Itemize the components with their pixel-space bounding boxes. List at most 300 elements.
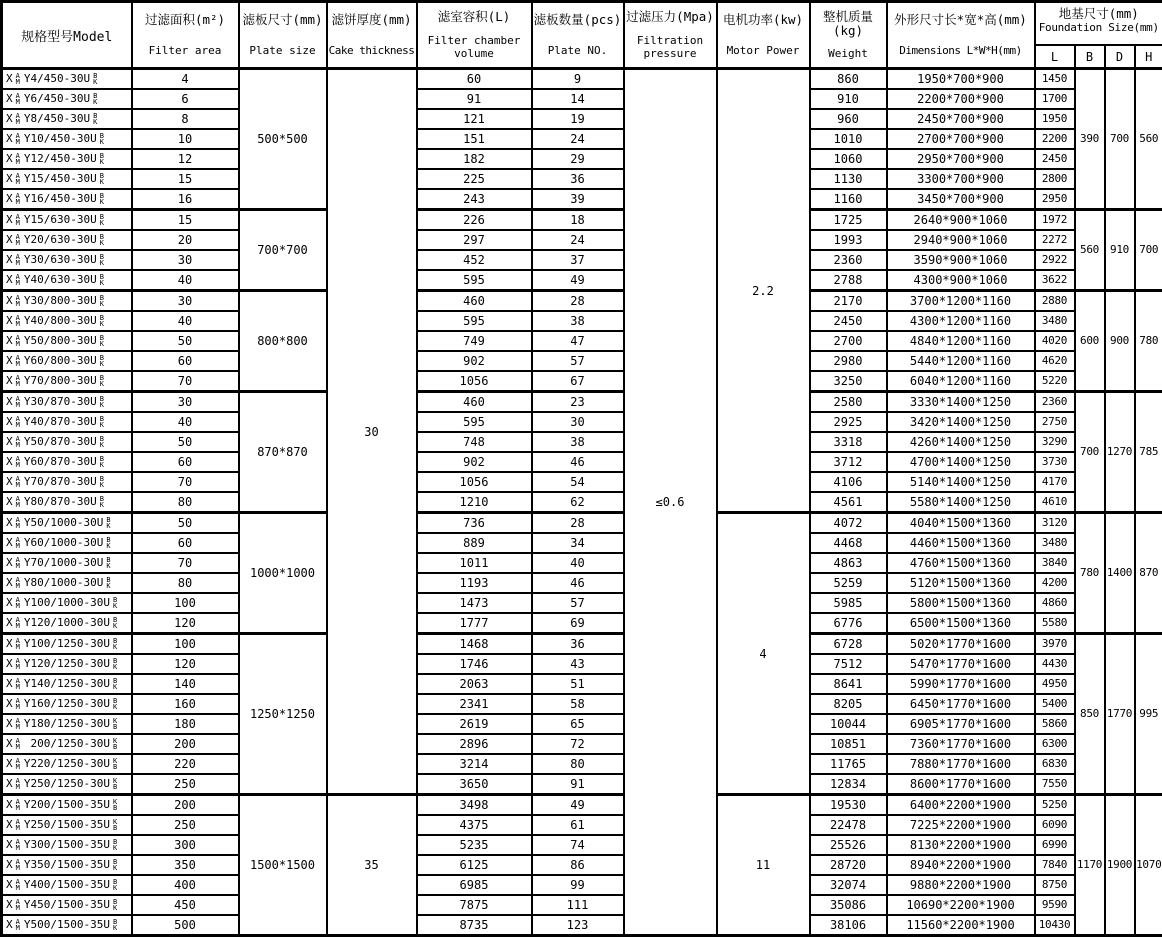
model-suffix-stack-letter: K [113, 758, 117, 764]
cell-weight: 1160 [810, 189, 887, 210]
cell-foundation-b: 560 [1075, 210, 1105, 291]
model-suffix-stack-letter: K [113, 704, 117, 710]
model-prefix-stack [16, 799, 20, 811]
model-prefix-stack-letter: M [16, 664, 20, 670]
model-suffix-stack-letter: K [100, 462, 104, 468]
header-plate-no [532, 2, 624, 69]
cell-plate-no: 37 [532, 250, 624, 270]
cell-weight: 2980 [810, 351, 887, 371]
model-suffix-stack-letter: B [113, 899, 117, 905]
cell-plate-no: 24 [532, 230, 624, 250]
model-prefix-letter: X [6, 172, 13, 186]
table-row [2, 835, 1162, 855]
cell-weight: 2170 [810, 291, 887, 312]
cell-weight: 4863 [810, 553, 887, 573]
cell-dimensions: 4460*1500*1360 [887, 533, 1035, 553]
cell-foundation-d: 1270 [1105, 392, 1135, 513]
model-prefix-stack-letter: A [16, 678, 20, 684]
model-prefix-stack-letter: M [16, 119, 20, 125]
header-filtration-pressure [624, 2, 717, 69]
cell-filter-area: 60 [132, 351, 239, 371]
cell-foundation-l: 3730 [1035, 452, 1075, 472]
cell-model [2, 492, 132, 513]
cell-plate-no: 23 [532, 392, 624, 413]
model-prefix-stack [16, 214, 20, 226]
model-name: Y20/630-30U [24, 233, 97, 247]
cell-weight: 1725 [810, 210, 887, 231]
cell-model [2, 149, 132, 169]
cell-plate-no: 34 [532, 533, 624, 553]
header-plate-no-en: Plate NO. [533, 44, 623, 57]
cell-foundation-l: 4620 [1035, 351, 1075, 371]
header-foundation [1035, 2, 1162, 46]
cell-filter-area: 220 [132, 754, 239, 774]
cell-chamber-volume: 460 [417, 291, 532, 312]
model-name: Y50/1000-30U [24, 516, 103, 530]
cell-foundation-b: 780 [1075, 513, 1105, 634]
header-dimensions-en: Dimensions L*W*H(mm) [888, 44, 1034, 57]
cell-filter-area: 30 [132, 250, 239, 270]
cell-filter-area: 50 [132, 513, 239, 534]
cell-chamber-volume: 91 [417, 89, 532, 109]
model-prefix-letter: X [6, 354, 13, 368]
model-suffix-stack [113, 879, 117, 891]
model-prefix-letter: X [6, 334, 13, 348]
model-name: Y30/870-30U [24, 395, 97, 409]
cell-plate-no: 91 [532, 774, 624, 795]
model-prefix-stack-letter: A [16, 436, 20, 442]
model-suffix-stack-letter: B [113, 879, 117, 885]
cell-model [2, 714, 132, 734]
cell-foundation-b: 700 [1075, 392, 1105, 513]
model-suffix-stack-letter: B [100, 496, 104, 502]
model-suffix-stack-letter: K [113, 738, 117, 744]
cell-model [2, 875, 132, 895]
cell-filter-area: 80 [132, 492, 239, 513]
cell-foundation-d: 1900 [1105, 795, 1135, 936]
cell-weight: 7512 [810, 654, 887, 674]
table-body [2, 69, 1162, 936]
model-prefix-letter: X [6, 616, 13, 630]
cell-plate-no: 43 [532, 654, 624, 674]
cell-foundation-l: 2360 [1035, 392, 1075, 413]
header-cake-thickness-zh: 滤饼厚度(mm) [328, 13, 416, 27]
model-suffix-stack-letter: K [100, 402, 104, 408]
model-prefix-stack-letter: A [16, 113, 20, 119]
cell-filter-area: 450 [132, 895, 239, 915]
model-name: Y30/630-30U [24, 253, 97, 267]
table-row [2, 311, 1162, 331]
model-prefix-stack-letter: M [16, 402, 20, 408]
model-suffix-stack [100, 315, 104, 327]
table-row [2, 694, 1162, 714]
model-suffix-stack-letter: K [113, 644, 117, 650]
model-prefix-stack [16, 153, 20, 165]
model-prefix-stack-letter: A [16, 496, 20, 502]
table-row [2, 69, 1162, 90]
model-name: Y220/1250-30U [24, 757, 110, 771]
model-suffix-stack [113, 919, 117, 931]
cell-dimensions: 3300*700*900 [887, 169, 1035, 189]
model-suffix-stack-letter: K [113, 905, 117, 911]
header-motor-power [717, 2, 810, 69]
cell-cake-thickness: 30 [327, 69, 417, 795]
model-prefix-stack-letter: M [16, 502, 20, 508]
model-suffix-stack-letter: K [100, 341, 104, 347]
model-prefix-letter: X [6, 798, 13, 812]
model-name: Y100/1000-30U [24, 596, 110, 610]
model-prefix-stack-letter: A [16, 335, 20, 341]
model-prefix-stack [16, 93, 20, 105]
model-prefix-stack-letter: M [16, 623, 20, 629]
header-plate-size-zh: 滤板尺寸(mm) [240, 13, 326, 27]
cell-filter-area: 70 [132, 472, 239, 492]
table-row [2, 613, 1162, 634]
model-suffix-stack [100, 436, 104, 448]
header-filtration-pressure-en: Filtration pressure [625, 34, 716, 60]
cell-dimensions: 5440*1200*1160 [887, 351, 1035, 371]
model-prefix-letter: X [6, 596, 13, 610]
cell-foundation-l: 4020 [1035, 331, 1075, 351]
model-prefix-stack-letter: A [16, 758, 20, 764]
model-name: Y40/630-30U [24, 273, 97, 287]
model-prefix-letter: X [6, 878, 13, 892]
model-prefix-stack [16, 819, 20, 831]
cell-motor-power: 4 [717, 513, 810, 795]
cell-model [2, 291, 132, 312]
model-prefix-stack-letter: M [16, 885, 20, 891]
model-name: Y70/800-30U [24, 374, 97, 388]
cell-weight: 4468 [810, 533, 887, 553]
header-plate-size [239, 2, 327, 69]
table-row [2, 270, 1162, 291]
header-cake-thickness [327, 2, 417, 69]
table-row [2, 855, 1162, 875]
cell-filter-area: 8 [132, 109, 239, 129]
model-suffix-stack-letter: K [93, 119, 97, 125]
model-suffix-stack-letter: B [113, 825, 117, 831]
cell-chamber-volume: 8735 [417, 915, 532, 936]
model-prefix-stack [16, 234, 20, 246]
model-suffix-stack-letter: B [113, 678, 117, 684]
cell-dimensions: 4300*900*1060 [887, 270, 1035, 291]
model-prefix-stack-letter: M [16, 865, 20, 871]
cell-dimensions: 5120*1500*1360 [887, 573, 1035, 593]
model-suffix-stack [113, 778, 117, 790]
cell-model [2, 129, 132, 149]
cell-chamber-volume: 2341 [417, 694, 532, 714]
cell-plate-no: 62 [532, 492, 624, 513]
table-row [2, 553, 1162, 573]
model-suffix-stack-letter: B [100, 436, 104, 442]
cell-weight: 22478 [810, 815, 887, 835]
table-row [2, 210, 1162, 231]
cell-filter-area: 40 [132, 270, 239, 291]
model-prefix-stack-letter: A [16, 517, 20, 523]
model-suffix-stack-letter: B [113, 638, 117, 644]
model-prefix-stack-letter: A [16, 658, 20, 664]
model-prefix-letter: X [6, 717, 13, 731]
model-name: Y15/450-30U [24, 172, 97, 186]
cell-filter-area: 16 [132, 189, 239, 210]
cell-chamber-volume: 2619 [417, 714, 532, 734]
model-prefix-stack-letter: A [16, 557, 20, 563]
cell-model [2, 895, 132, 915]
cell-weight: 5259 [810, 573, 887, 593]
cell-foundation-l: 1950 [1035, 109, 1075, 129]
cell-plate-no: 24 [532, 129, 624, 149]
header-foundation-h: H [1135, 45, 1162, 68]
cell-foundation-l: 4430 [1035, 654, 1075, 674]
header-filter-area-zh: 过滤面积(m²) [133, 13, 238, 27]
cell-model [2, 815, 132, 835]
model-prefix-stack [16, 738, 20, 750]
model-suffix-stack-letter: B [100, 456, 104, 462]
model-prefix-stack-letter: A [16, 839, 20, 845]
model-prefix-stack [16, 496, 20, 508]
cell-chamber-volume: 1056 [417, 472, 532, 492]
model-suffix-stack-letter: B [93, 113, 97, 119]
model-prefix-stack-letter: A [16, 577, 20, 583]
model-name: Y200/1500-35U [24, 798, 110, 812]
cell-plate-no: 36 [532, 169, 624, 189]
model-prefix-stack [16, 517, 20, 529]
cell-filter-area: 250 [132, 774, 239, 795]
cell-chamber-volume: 5235 [417, 835, 532, 855]
table-row [2, 230, 1162, 250]
model-suffix-stack [113, 839, 117, 851]
cell-model [2, 89, 132, 109]
model-suffix-stack-letter: B [113, 839, 117, 845]
model-name: Y50/800-30U [24, 334, 97, 348]
model-suffix-stack-letter: B [113, 617, 117, 623]
model-suffix-stack [106, 557, 110, 569]
table-row [2, 634, 1162, 655]
cell-foundation-d: 1400 [1105, 513, 1135, 634]
cell-foundation-l: 4200 [1035, 573, 1075, 593]
model-prefix-stack-letter: M [16, 805, 20, 811]
model-suffix-stack [113, 597, 117, 609]
cell-plate-no: 111 [532, 895, 624, 915]
model-prefix-letter: X [6, 132, 13, 146]
table-row [2, 875, 1162, 895]
model-prefix-stack-letter: A [16, 133, 20, 139]
cell-dimensions: 2450*700*900 [887, 109, 1035, 129]
cell-filter-area: 350 [132, 855, 239, 875]
model-prefix-stack-letter: A [16, 919, 20, 925]
model-name: Y500/1500-35U [24, 918, 110, 932]
cell-chamber-volume: 1193 [417, 573, 532, 593]
cell-dimensions: 7225*2200*1900 [887, 815, 1035, 835]
cell-foundation-l: 2800 [1035, 169, 1075, 189]
table-row [2, 774, 1162, 795]
model-prefix-letter: X [6, 455, 13, 469]
cell-dimensions: 6905*1770*1600 [887, 714, 1035, 734]
model-suffix-stack-letter: K [100, 220, 104, 226]
cell-weight: 3318 [810, 432, 887, 452]
model-suffix-stack-letter: B [100, 173, 104, 179]
cell-foundation-l: 1450 [1035, 69, 1075, 90]
header-plate-no-zh: 滤板数量(pcs) [533, 13, 623, 27]
cell-weight: 1060 [810, 149, 887, 169]
cell-chamber-volume: 452 [417, 250, 532, 270]
model-name: Y140/1250-30U [24, 677, 110, 691]
cell-foundation-l: 2272 [1035, 230, 1075, 250]
cell-plate-no: 9 [532, 69, 624, 90]
cell-model [2, 69, 132, 90]
cell-foundation-h: 700 [1135, 210, 1162, 291]
cell-dimensions: 6450*1770*1600 [887, 694, 1035, 714]
cell-foundation-l: 8750 [1035, 875, 1075, 895]
cell-weight: 2580 [810, 392, 887, 413]
cell-weight: 10044 [810, 714, 887, 734]
cell-dimensions: 3450*700*900 [887, 189, 1035, 210]
cell-foundation-b: 850 [1075, 634, 1105, 795]
model-suffix-stack-letter: B [106, 517, 110, 523]
model-prefix-stack [16, 557, 20, 569]
cell-foundation-l: 3840 [1035, 553, 1075, 573]
table-row [2, 250, 1162, 270]
model-suffix-stack-letter: K [93, 79, 97, 85]
model-name: Y10/450-30U [24, 132, 97, 146]
table-row [2, 513, 1162, 534]
model-suffix-stack-letter: B [100, 335, 104, 341]
model-prefix-letter: X [6, 737, 13, 751]
model-suffix-stack-letter: B [100, 153, 104, 159]
cell-weight: 2925 [810, 412, 887, 432]
model-prefix-stack-letter: M [16, 543, 20, 549]
model-prefix-letter: X [6, 192, 13, 206]
cell-foundation-l: 3120 [1035, 513, 1075, 534]
cell-motor-power: 2.2 [717, 69, 810, 513]
cell-dimensions: 6400*2200*1900 [887, 795, 1035, 816]
cell-chamber-volume: 243 [417, 189, 532, 210]
model-prefix-stack-letter: A [16, 416, 20, 422]
cell-dimensions: 3700*1200*1160 [887, 291, 1035, 312]
model-suffix-stack-letter: B [100, 274, 104, 280]
cell-chamber-volume: 6985 [417, 875, 532, 895]
cell-dimensions: 9880*2200*1900 [887, 875, 1035, 895]
model-prefix-stack-letter: M [16, 79, 20, 85]
model-prefix-stack-letter: A [16, 254, 20, 260]
model-suffix-stack-letter: B [93, 73, 97, 79]
model-prefix-letter: X [6, 253, 13, 267]
model-prefix-stack [16, 617, 20, 629]
cell-plate-no: 30 [532, 412, 624, 432]
cell-model [2, 915, 132, 936]
model-prefix-stack-letter: A [16, 173, 20, 179]
cell-filter-area: 120 [132, 654, 239, 674]
cell-chamber-volume: 1473 [417, 593, 532, 613]
header-dimensions-zh: 外形尺寸长*宽*高(mm) [888, 13, 1034, 27]
cell-foundation-h: 870 [1135, 513, 1162, 634]
cell-model [2, 553, 132, 573]
model-prefix-stack-letter: M [16, 422, 20, 428]
model-prefix-stack-letter: A [16, 718, 20, 724]
model-prefix-stack-letter: M [16, 724, 20, 730]
model-name: Y80/1000-30U [24, 576, 103, 590]
cell-weight: 35086 [810, 895, 887, 915]
table-row [2, 573, 1162, 593]
cell-dimensions: 4760*1500*1360 [887, 553, 1035, 573]
model-suffix-stack [100, 295, 104, 307]
model-name: Y15/630-30U [24, 213, 97, 227]
cell-filter-area: 400 [132, 875, 239, 895]
cell-weight: 19530 [810, 795, 887, 816]
model-prefix-stack-letter: A [16, 193, 20, 199]
cell-foundation-l: 3622 [1035, 270, 1075, 291]
cell-foundation-l: 6990 [1035, 835, 1075, 855]
cell-plate-no: 29 [532, 149, 624, 169]
cell-dimensions: 4260*1400*1250 [887, 432, 1035, 452]
model-prefix-stack-letter: M [16, 825, 20, 831]
cell-plate-no: 19 [532, 109, 624, 129]
cell-plate-no: 65 [532, 714, 624, 734]
model-prefix-stack-letter: M [16, 301, 20, 307]
model-suffix-stack [113, 658, 117, 670]
cell-model [2, 613, 132, 634]
cell-chamber-volume: 3650 [417, 774, 532, 795]
cell-foundation-l: 4610 [1035, 492, 1075, 513]
cell-weight: 960 [810, 109, 887, 129]
table-row [2, 351, 1162, 371]
table-row [2, 895, 1162, 915]
model-prefix-stack [16, 193, 20, 205]
model-prefix-stack [16, 295, 20, 307]
model-prefix-letter: X [6, 898, 13, 912]
table-row [2, 492, 1162, 513]
model-suffix-stack-letter: B [113, 859, 117, 865]
model-suffix-stack-letter: K [113, 799, 117, 805]
header-chamber-volume-en: Filter chamber volume [418, 34, 531, 60]
table-row [2, 129, 1162, 149]
table-row [2, 593, 1162, 613]
cell-filter-area: 300 [132, 835, 239, 855]
model-prefix-stack-letter: A [16, 73, 20, 79]
cell-model [2, 835, 132, 855]
model-name: Y100/1250-30U [24, 637, 110, 651]
model-suffix-stack-letter: K [106, 543, 110, 549]
model-prefix-letter: X [6, 314, 13, 328]
cell-weight: 4072 [810, 513, 887, 534]
model-prefix-stack [16, 315, 20, 327]
cell-chamber-volume: 2063 [417, 674, 532, 694]
cell-plate-no: 58 [532, 694, 624, 714]
cell-dimensions: 1950*700*900 [887, 69, 1035, 90]
model-suffix-stack [106, 537, 110, 549]
model-prefix-letter: X [6, 536, 13, 550]
model-prefix-stack [16, 859, 20, 871]
cell-foundation-l: 7550 [1035, 774, 1075, 795]
cell-plate-no: 39 [532, 189, 624, 210]
cell-foundation-l: 2750 [1035, 412, 1075, 432]
model-suffix-stack-letter: B [100, 416, 104, 422]
cell-model [2, 250, 132, 270]
model-prefix-stack-letter: M [16, 482, 20, 488]
model-suffix-stack [113, 678, 117, 690]
model-prefix-stack-letter: A [16, 315, 20, 321]
cell-plate-size: 500*500 [239, 69, 327, 210]
cell-weight: 8205 [810, 694, 887, 714]
cell-filter-area: 30 [132, 392, 239, 413]
header-foundation-en: Foundation Size(mm) [1036, 21, 1162, 34]
header-filter-area [132, 2, 239, 69]
cell-foundation-l: 4950 [1035, 674, 1075, 694]
cell-chamber-volume: 2896 [417, 734, 532, 754]
cell-dimensions: 8600*1770*1600 [887, 774, 1035, 795]
model-suffix-stack-letter: B [113, 764, 117, 770]
cell-cake-thickness: 35 [327, 795, 417, 936]
